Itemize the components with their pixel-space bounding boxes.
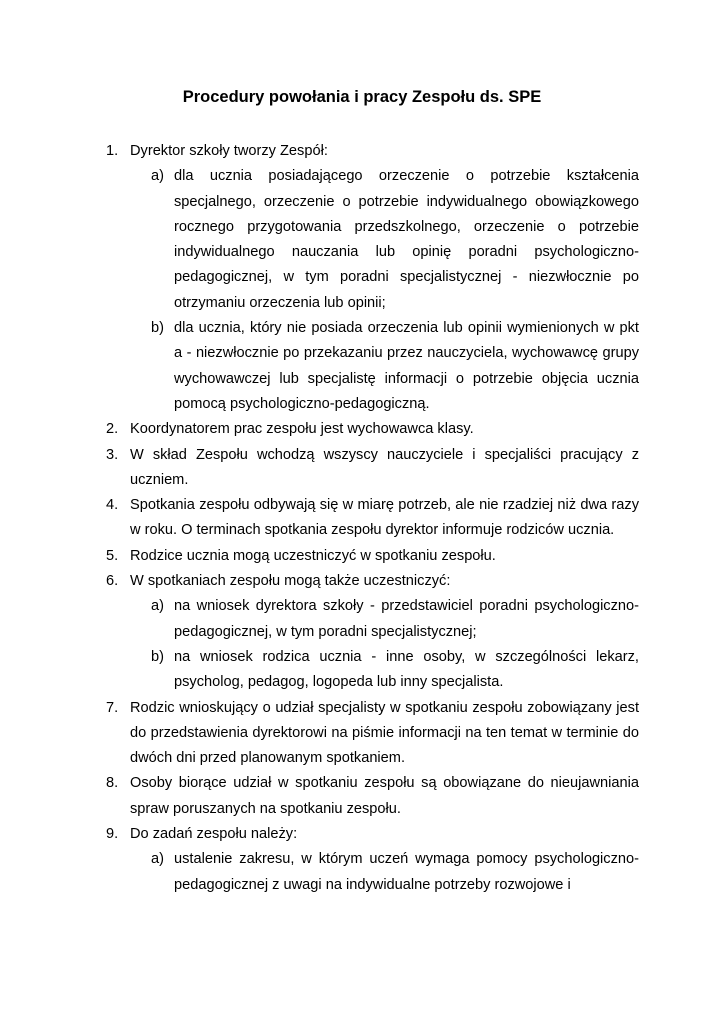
sub-item-letter: b) (151, 320, 164, 337)
list-item-5 (106, 544, 639, 569)
sub-item-1b (106, 316, 639, 417)
item-text: Dyrektor szkoły tworzy Zespół: (130, 143, 328, 159)
item-text: Koordynatorem prac zespołu jest wychowawca klasy. (130, 421, 474, 438)
list-item-6 (106, 569, 639, 594)
sub-item-text: ustalenie zakresu, w którym uczeń wymaga pomocy psychologiczno-pedagogicznej z uwagi na indywidualne potrzeby rozwojowe i (174, 851, 639, 893)
item-number: 8. (106, 775, 119, 792)
item-number: 9. (106, 826, 119, 843)
item-number: 7. (106, 699, 119, 716)
list-item-7 (106, 696, 639, 772)
sub-item-text: na wniosek rodzica ucznia - inne osoby, w szczególności lekarz, psycholog, pedagog, logopeda lub inny specjalista. (174, 648, 639, 691)
list-item-1 (106, 139, 639, 164)
item-number: 4. (106, 497, 119, 514)
item-text: Spotkania zespołu odbywają się w miarę potrzeb, ale nie rzadziej niż dwa razy w roku. O terminach spotkania zespołu dyrektor informuje rodziców ucznia. (130, 497, 639, 539)
sub-item-text: na wniosek dyrektora szkoły - przedstawiciel poradni psychologiczno-pedagogicznej, w tym poradni specjalistycznej; (174, 598, 639, 640)
list-item-3 (106, 443, 639, 494)
list-item-2 (106, 417, 639, 442)
sub-item-9a (106, 847, 639, 898)
sub-item-6b (106, 645, 639, 696)
item-number: 1. (106, 143, 119, 159)
list-item-4 (106, 493, 639, 544)
sub-item-letter: a) (151, 168, 164, 185)
item-text: Osoby biorące udział w spotkaniu zespołu są obowiązane do nieujawniania spraw poruszanych na spotkaniu zespołu. (130, 775, 639, 817)
item-text: W skład Zespołu wchodzą wszyscy nauczyciele i specjaliści pracujący z uczniem. (130, 446, 639, 488)
item-number: 3. (106, 446, 119, 463)
sub-item-1a (106, 164, 639, 316)
list-item-8 (106, 771, 639, 822)
item-text: W spotkaniach zespołu mogą także uczestniczyć: (130, 573, 451, 590)
page-title: Procedury powołania i pracy Zespołu ds. SPE (182, 88, 542, 106)
sub-item-text: dla ucznia posiadającego orzeczenie o potrzebie kształcenia specjalnego, orzeczenie o potrzebie indywidualnego obowiązkowego rocznego przygotowania przedszkolnego, orzeczenie o potrzebie indywidualnego nauczania lub opinię poradni psychologiczno-pedagogicznej, w tym poradni specjalistycznej - niezwłocznie po otrzymaniu orzeczenia lub opinii; (174, 168, 639, 311)
sub-item-text: dla ucznia, który nie posiada orzeczenia lub opinii wymienionych w pkt a - niezwłocznie po przekazaniu przez nauczyciela, wychowawcę grupy wychowawczej lub specjalistę informacji o potrzebie objęcia ucznia pomocą psychologiczno-pedagogiczną. (174, 320, 639, 412)
item-text: Rodzice ucznia mogą uczestniczyć w spotkaniu zespołu. (130, 547, 496, 564)
sub-item-letter: a) (151, 851, 164, 868)
item-text: Rodzic wnioskujący o udział specjalisty w spotkaniu zespołu zobowiązany jest do przedstawienia dyrektorowi na piśmie informacji na ten temat w terminie do dwóch dni przed planowanym spotkaniem. (130, 699, 639, 767)
sub-item-letter: b) (151, 648, 164, 665)
item-number: 5. (106, 547, 119, 564)
sub-item-6a (106, 594, 639, 645)
procedure-list (106, 139, 639, 898)
item-text: Do zadań zespołu należy: (130, 826, 298, 843)
list-item-9 (106, 822, 639, 847)
sub-item-letter: a) (151, 598, 164, 615)
item-number: 2. (106, 421, 119, 438)
item-number: 6. (106, 573, 119, 590)
